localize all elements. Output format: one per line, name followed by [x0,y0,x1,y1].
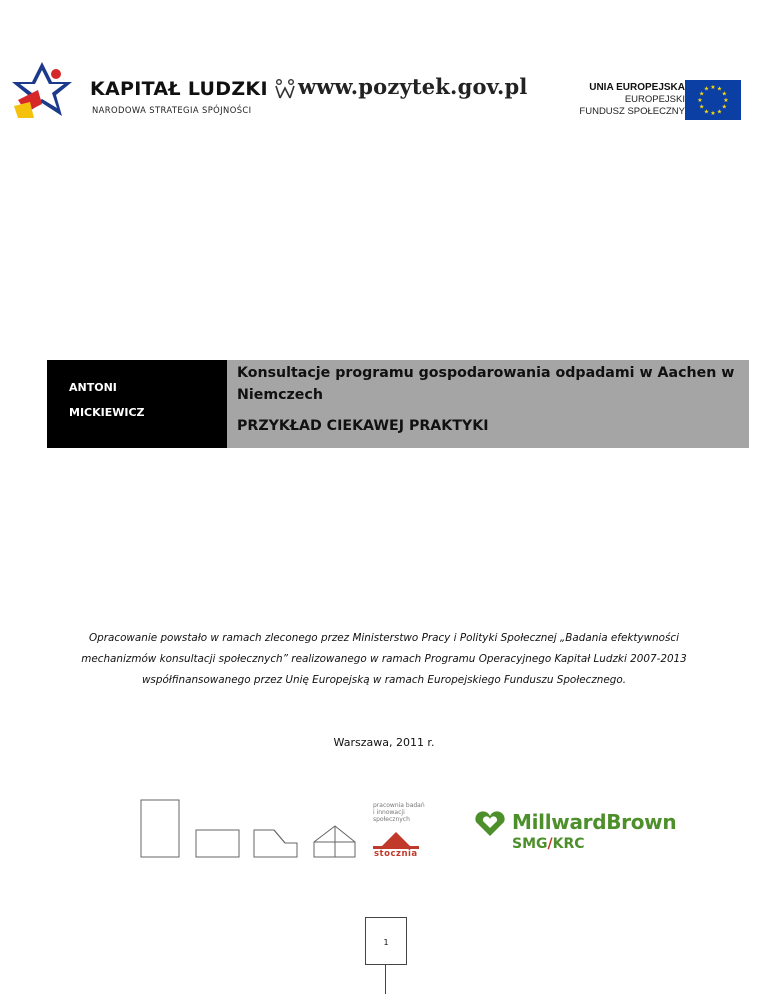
eu-star-icon: ★ [699,91,705,98]
star-logo-icon [12,60,74,120]
author-box [47,360,227,448]
document-subtitle: PRZYKŁAD CIEKAWEJ PRAKTYKI [237,418,489,434]
page-number-box [365,917,407,965]
author-first-name: ANTONI [69,381,117,394]
eu-star-icon: ★ [716,109,723,116]
eu-star-icon: ★ [721,104,727,111]
krc-label: KRC [552,836,585,852]
stocznia-tagline-1: pracownia badań [373,802,425,809]
eu-star-icon: ★ [703,109,710,116]
page-number: 1 [383,938,389,947]
eu-star-icon: ★ [723,98,729,104]
eu-star-icon: ★ [697,98,703,104]
millward-brown-name: MillwardBrown [512,810,677,834]
eu-line-2: EUROPEJSKI [624,94,685,105]
place-date: Warszawa, 2011 r. [333,736,435,749]
pozytek-url: www.pozytek.gov.pl [298,74,528,99]
heart-logo-icon [472,810,508,838]
funding-note: Opracowanie powstało w ramach zleconego przez Ministerstwo Pracy i Polityki Społecznej „Badania efektywności mechanizmów konsultacji społecznych” realizowanego w ramach Programu Operacyjnego Kapitał Ludzki 2007-2013 współfinansowanego przez Unię Europejską w ramach Europejskiego Funduszu Społecznego. [81,632,687,686]
eu-star-icon: ★ [710,111,716,117]
eu-star-icon: ★ [699,104,705,111]
pozytek-logo [274,76,544,106]
eu-flag-icon [685,80,741,120]
people-logo-icon [274,78,296,100]
document-title: Konsultacje programu gospodarowania odpadami w Aachen w Niemczech [237,365,735,403]
eu-star-icon: ★ [703,86,710,93]
eu-star-icon: ★ [710,85,716,91]
stocznia-tagline [373,802,425,823]
kapital-ludzki-title: KAPITAŁ LUDZKI [90,78,268,100]
eu-line-1: UNIA EUROPEJSKA [589,82,685,93]
slash-label: / [547,836,553,852]
stocznia-logo [135,798,425,860]
stocznia-tagline-2: i innowacji [373,809,405,816]
author-last-name: MICKIEWICZ [69,406,145,419]
kapital-ludzki-subtitle: NARODOWA STRATEGIA SPÓJNOŚCI [92,105,252,115]
millward-brown-sub [512,836,585,852]
title-band [47,360,749,448]
millward-brown-logo [470,808,680,858]
eu-star-icon: ★ [716,86,723,93]
page-number-stem [385,965,386,994]
title-box [227,360,749,448]
smg-label: SMG [512,836,548,852]
stocznia-name: stocznia [374,849,418,859]
stocznia-tagline-3: społecznych [373,816,410,823]
kapital-ludzki-logo [12,60,268,120]
eu-text [579,82,685,118]
eu-star-icon: ★ [721,91,727,98]
eu-line-3: FUNDUSZ SPOŁECZNY [579,106,685,117]
eu-social-fund-logo [579,80,765,122]
